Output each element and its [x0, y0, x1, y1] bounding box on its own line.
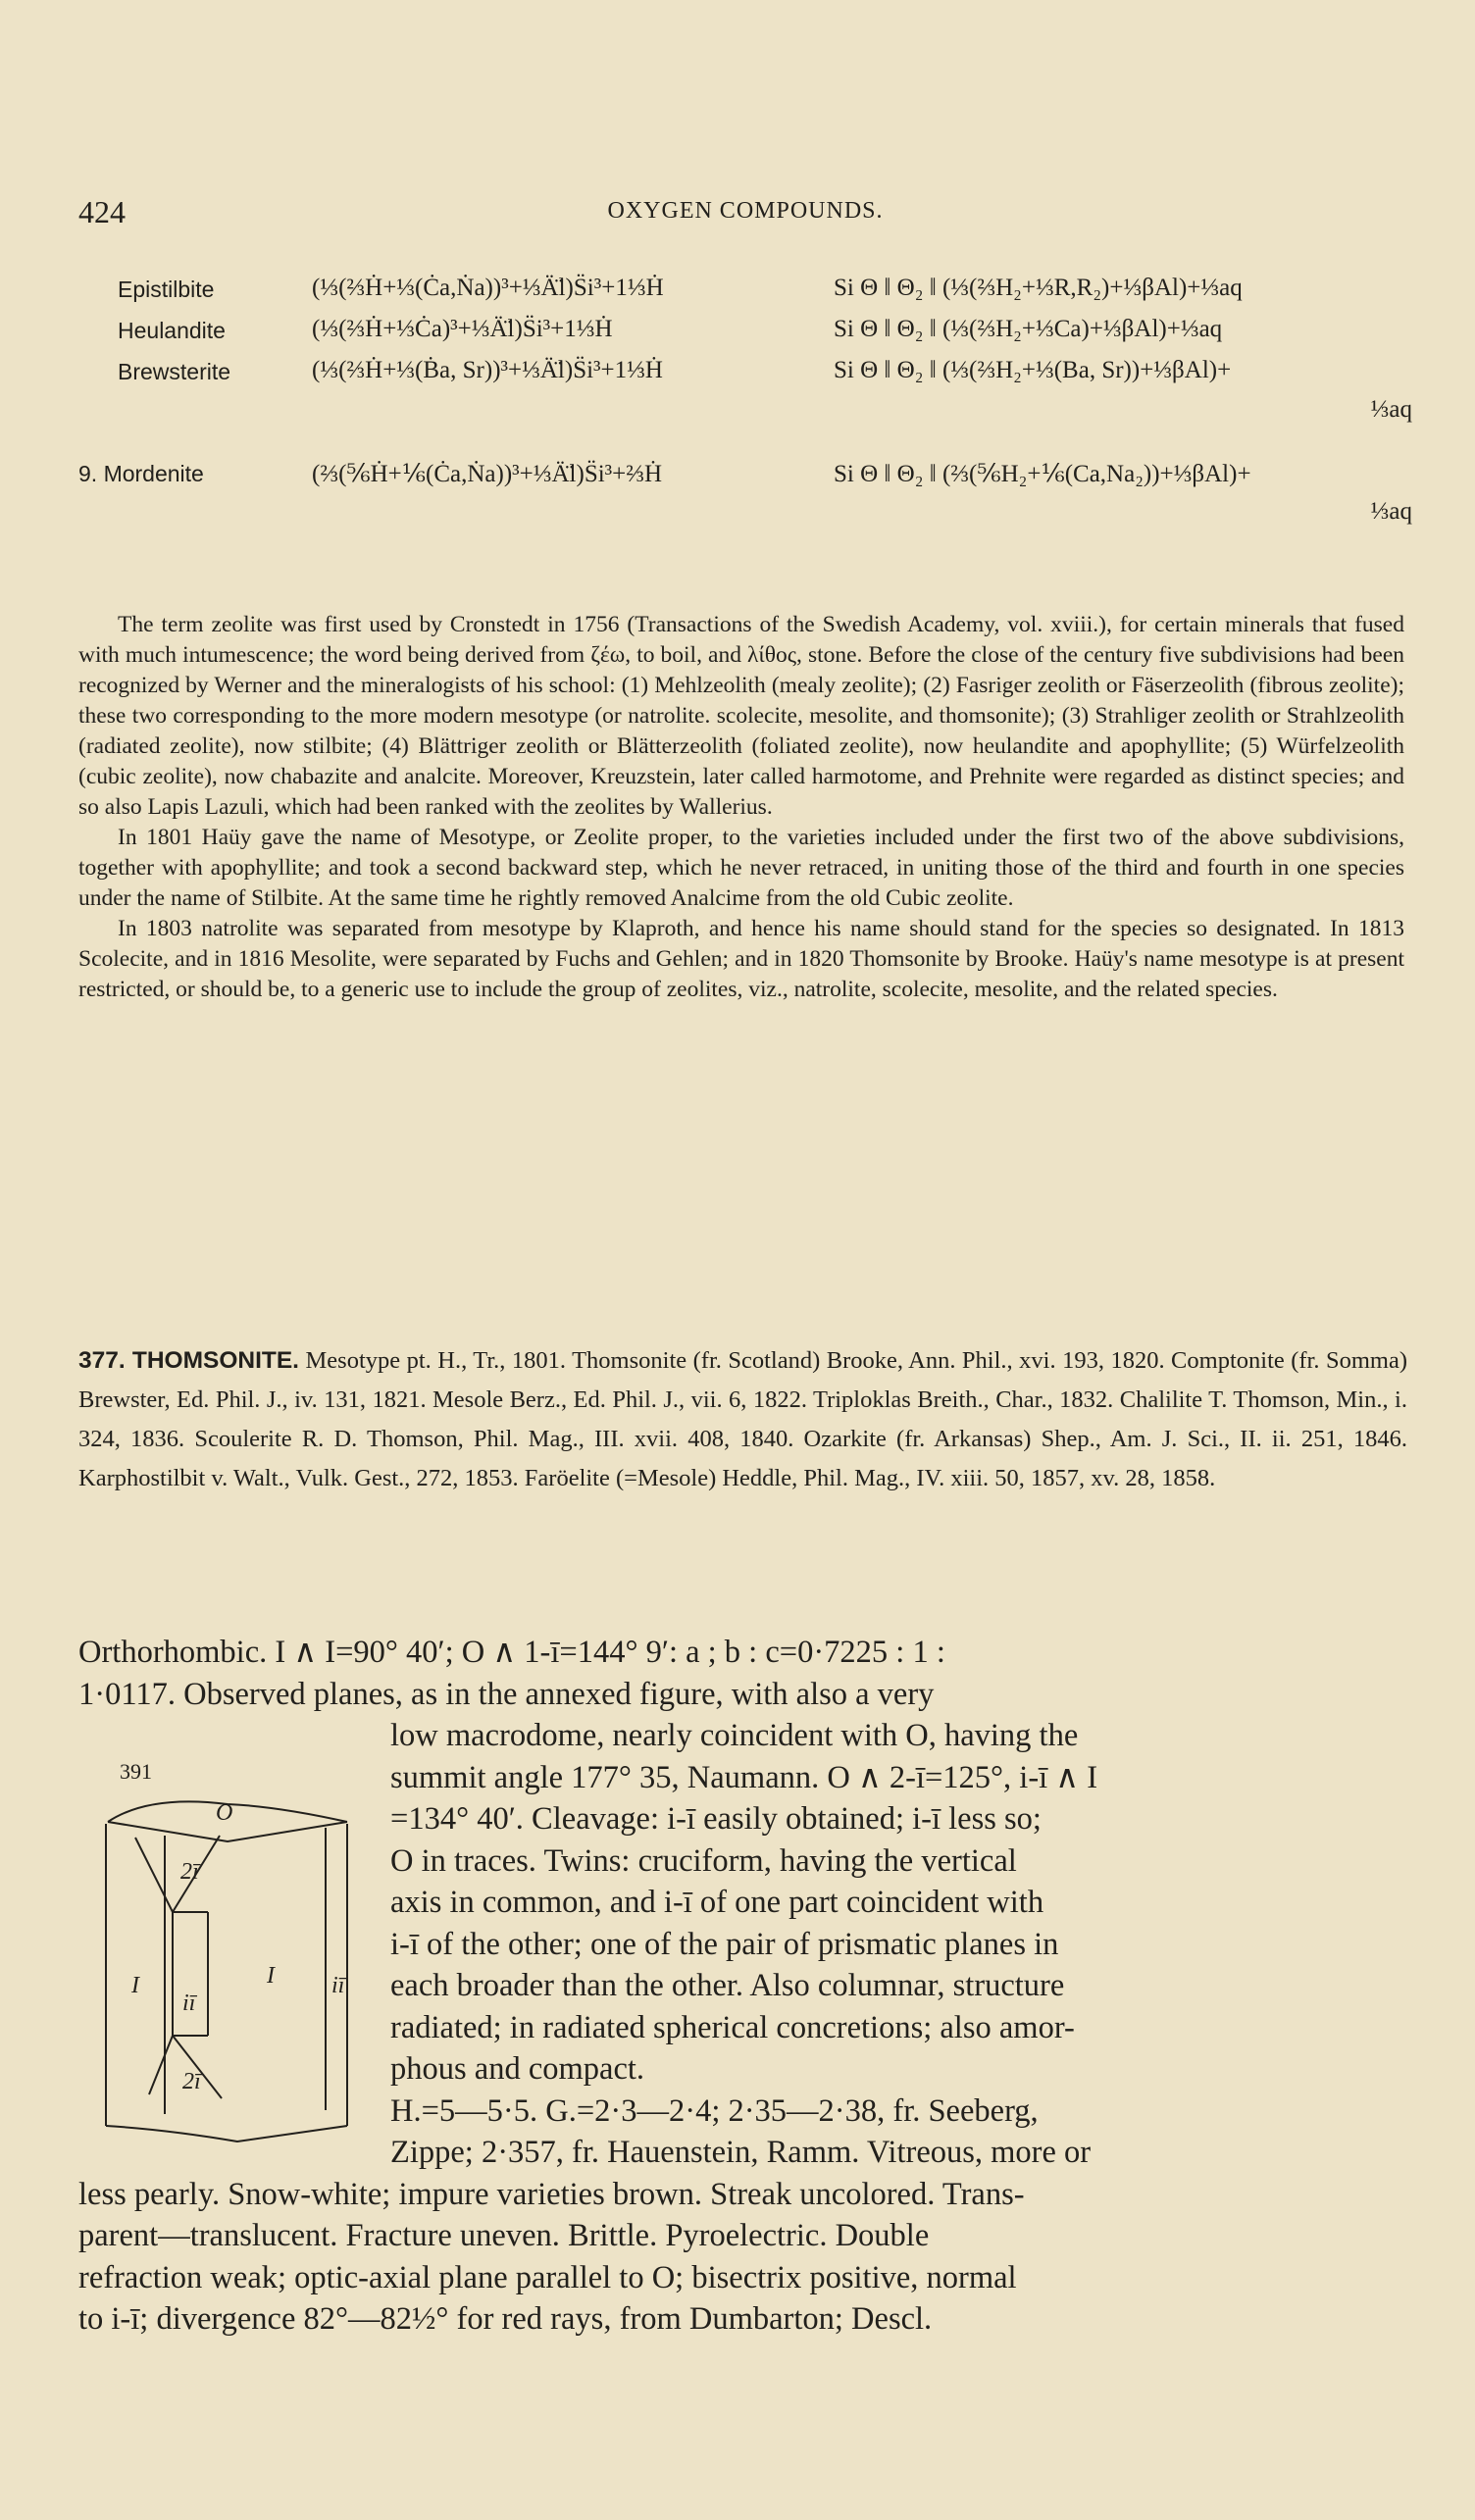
- description-line: Orthorhombic. I ∧ I=90° 40′; O ∧ 1-ī=144° 9′: a ; b : c=0·7225 : 1 :: [78, 1635, 945, 1670]
- figure-label-i-left: I: [131, 1973, 139, 1998]
- figure-label-2i-top: 2ī: [180, 1859, 199, 1885]
- dualistic-formula: (⅔(⅚Ḣ+⅙(Ċa,Ṅa))³+⅓Ä̈l)S̈i³+⅔Ḣ: [312, 461, 663, 487]
- line-text: phous and compact.: [390, 2051, 645, 2087]
- mineral-name: Heulandite: [118, 318, 226, 343]
- formula-row-brewsterite: [78, 355, 1412, 396]
- formula-row-mordenite: [78, 457, 1412, 498]
- line-text: Zippe; 2·357, fr. Hauenstein, Ramm. Vitreous, more or: [390, 2135, 1092, 2170]
- thomsonite-synonymy: [78, 1341, 1407, 1498]
- line-text: radiated; in radiated spherical concretions; also amor-: [390, 2009, 1075, 2045]
- description-line: less pearly. Snow-white; impure varieties brown. Streak uncolored. Trans-: [78, 2176, 1025, 2212]
- paragraph: In 1801 Haüy gave the name of Mesotype, or Zeolite proper, to the varieties included under the first two of the above subdivisions, together with apophyllite; and took a second backward step, which he never retraced, in uniting those of the third and fourth in one species under the name of Stilbite. At the same time he rightly removed Analcime from the old Cubic zeolite.: [78, 825, 1404, 911]
- zeolite-history: [78, 610, 1404, 1005]
- unitary-formula: Si Θ ‖ Θ₂ ‖ (⅓(⅔H₂+⅓Ca)+⅓βAl)+⅓aq: [834, 316, 1223, 342]
- line-text: axis in common, and i-ī of one part coincident with: [390, 1885, 1044, 1920]
- description-line: refraction weak; optic-axial plane parallel to O; bisectrix positive, normal: [78, 2259, 1017, 2295]
- description-line: [390, 1757, 1412, 1799]
- thomsonite-description: [78, 1632, 1412, 2341]
- description-line: [390, 2091, 1412, 2133]
- line-text: summit angle 177° 35, Naumann. O ∧ 2-ī=125°, i-ī ∧ I: [390, 1759, 1098, 1795]
- description-line: 1·0117. Observed planes, as in the annexed figure, with also a very: [78, 1676, 935, 1712]
- dualistic-formula: (⅓(⅔Ḣ+⅓Ċa)³+⅓Ä̈l)S̈i³+1⅓Ḣ: [312, 316, 613, 342]
- paragraph: The term zeolite was first used by Cronstedt in 1756 (Transactions of the Swedish Academy, vol. xviii.), for certain minerals that fused with much intumescence; the word being derived from ζέω, to boil, and λίθος, stone. Before the close of the century five subdivisions had been recognized by Werner and the mineralogists of his school: (1) Mehlzeolith (mealy zeolite); (2) Fasriger zeolith or Fäserzeolith (fibrous zeolite); these two corresponding to the more modern mesotype (or natrolite. scolecite, mesolite, and thomsonite); (3) Strahliger zeolith or Strahlzeolith (radiated zeolite), now stilbite; (4) Blättriger zeolith or Blätterzeolith (foliated zeolite), now heulandite and apophyllite; (5) Würfelzeolith (cubic zeolite), now chabazite and analcite. Moreover, Kreuzstein, later called harmotome, and Prehnite were regarded as distinct species; and so also Lapis Lazuli, which had been ranked with the zeolites by Wallerius.: [78, 612, 1404, 820]
- description-line: [390, 1965, 1412, 2007]
- figure-label-2i-bottom: 2ī: [182, 2069, 201, 2094]
- description-line: parent—translucent. Fracture uneven. Brittle. Pyroelectric. Double: [78, 2218, 930, 2253]
- line-text: i-ī of the other; one of the pair of prismatic planes in: [390, 1926, 1059, 1962]
- dualistic-formula: (⅓(⅔Ḣ+⅓(Ḃa, Sr))³+⅓Ä̈l)S̈i³+1⅓Ḣ: [312, 357, 663, 383]
- line-text: H.=5—5·5. G.=2·3—2·4; 2·35—2·38, fr. Seeberg,: [390, 2092, 1039, 2129]
- description-line: [390, 1882, 1412, 1924]
- unitary-formula: Si Θ ‖ Θ₂ ‖ (⅓(⅔H₂+⅓(Ba, Sr))+⅓βAl)+: [834, 357, 1232, 383]
- formula-table: [78, 273, 1412, 533]
- running-head: OXYGEN COMPOUNDS.: [607, 198, 884, 224]
- description-line: to i-ī; divergence 82°—82½° for red rays, from Dumbarton; Descl.: [78, 2301, 933, 2337]
- description-line: [390, 2048, 1412, 2091]
- page-number: 424: [78, 194, 126, 229]
- line-text: low macrodome, nearly coincident with O, having the: [390, 1718, 1079, 1753]
- synonymy-paragraph: [78, 1341, 1407, 1498]
- description-line: [390, 1840, 1412, 1883]
- paragraph: In 1803 natrolite was separated from mesotype by Klaproth, and hence his name should stand for the species so designated. In 1813 Scolecite, and in 1816 Mesolite, were separated by Fuchs and Gehlen; and in 1820 Thomsonite by Brooke. Haüy's name mesotype is at present restricted, or should be, to a generic use to include the group of zeolites, viz., natrolite, scolecite, mesolite, and the related species.: [78, 916, 1404, 1002]
- figure-label-i-right: I: [267, 1963, 275, 1989]
- figure-label-ii-center: iī: [182, 1991, 196, 2016]
- figure-label-ii-right: iī: [331, 1973, 345, 1998]
- page-header: [78, 194, 1412, 233]
- description-line: [390, 2132, 1412, 2174]
- formula-continuation: ⅓aq: [1370, 498, 1412, 525]
- figure-label-o: O: [216, 1800, 233, 1826]
- formula-row-heulandite: [78, 314, 1412, 355]
- line-text: =134° 40′. Cleavage: i-ī easily obtained; i-ī less so;: [390, 1801, 1042, 1837]
- line-text: each broader than the other. Also columnar, structure: [390, 1968, 1065, 2003]
- mineral-name: 9. Mordenite: [78, 461, 204, 486]
- description-line: [390, 1715, 1412, 1757]
- mineral-name: Brewsterite: [118, 359, 231, 384]
- unitary-formula: Si Θ ‖ Θ₂ ‖ (⅔(⅚H₂+⅙(Ca,Na₂))+⅓βAl)+: [834, 461, 1251, 487]
- description-line: [390, 1924, 1412, 1966]
- unitary-formula: Si Θ ‖ Θ₂ ‖ (⅓(⅔H₂+⅓R,R₂)+⅓βAl)+⅓aq: [834, 275, 1243, 301]
- synonymy-text: Mesotype pt. H., Tr., 1801. Thomsonite (fr. Scotland) Brooke, Ann. Phil., xvi. 193, 1820. Comptonite (fr. Somma) Brewster, Ed. Phil. J., iv. 131, 1821. Mesole Berz., Ed. Phil. J., vii. 6, 1822. Triploklas Breith., Char., 1832. Chalilite T. Thomson, Min., i. 324, 1836. Scoulerite R. D. Thomson, Phil. Mag., III. xvii. 408, 1840. Ozarkite (fr. Arkansas) Shep., Am. J. Sci., II. ii. 251, 1846. Karphostilbit v. Walt., Vulk. Gest., 272, 1853. Faröelite (=Mesole) Heddle, Phil. Mag., IV. xiii. 50, 1857, xv. 28, 1858.: [78, 1347, 1407, 1491]
- mineral-name: Epistilbite: [118, 277, 215, 302]
- line-text: O in traces. Twins: cruciform, having the vertical: [390, 1842, 1017, 1879]
- description-line: [390, 2007, 1412, 2049]
- dualistic-formula: (⅓(⅔Ḣ+⅓(Ċa,Ṅa))³+⅓Ä̈l)S̈i³+1⅓Ḣ: [312, 275, 664, 301]
- figure-number: 391: [120, 1759, 152, 1784]
- species-heading: 377. THOMSONITE.: [78, 1347, 299, 1374]
- formula-continuation: ⅓aq: [1370, 396, 1412, 423]
- description-line: [390, 1798, 1412, 1840]
- formula-row-epistilbite: [78, 273, 1412, 314]
